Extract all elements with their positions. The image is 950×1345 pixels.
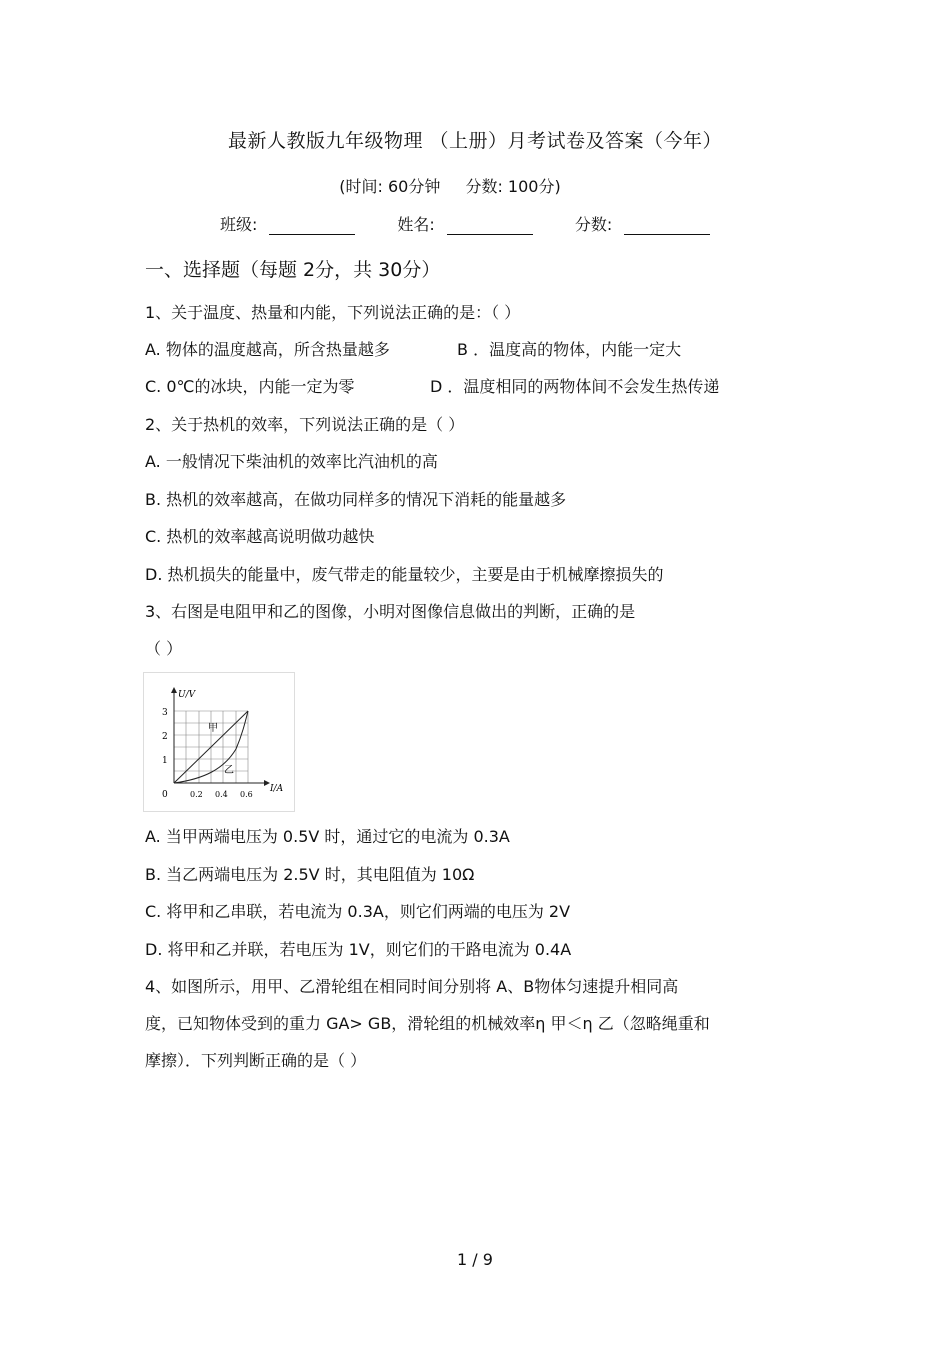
origin-label: 0: [162, 790, 168, 800]
time-info: (时间: 60分钟: [339, 177, 441, 196]
y-tick-2: 2: [162, 732, 168, 742]
q2-option-c: C. 热机的效率越高说明做功越快: [145, 527, 375, 546]
q3-option-d: D. 将甲和乙并联，若电压为 1V，则它们的干路电流为 0.4A: [145, 940, 572, 959]
name-label: 姓名:: [397, 215, 435, 234]
q1-option-d: D ．温度相同的两物体间不会发生热传递: [430, 377, 720, 396]
q2-stem: 2、关于热机的效率，下列说法正确的是（ ）: [145, 415, 465, 434]
q1-option-b: B ．温度高的物体，内能一定大: [457, 340, 682, 359]
exam-subtitle: [0, 174, 900, 197]
x-tick-1: 0.2: [190, 790, 203, 799]
name-field[interactable]: [397, 212, 532, 235]
y-tick-3: 3: [162, 708, 168, 718]
q3-stem: 3、右图是电阻甲和乙的图像，小明对图像信息做出的判断，正确的是: [145, 602, 636, 621]
q4-line-3: 摩擦）．下列判断正确的是（ ）: [145, 1051, 367, 1070]
y-tick-1: 1: [162, 756, 168, 766]
score-blank[interactable]: [624, 214, 710, 235]
class-field[interactable]: [220, 212, 355, 235]
q3-uv-graph: [143, 672, 295, 812]
q3-answer-paren: （ ）: [145, 639, 183, 658]
name-blank[interactable]: [447, 214, 533, 235]
q1-stem: 1、关于温度、热量和内能，下列说法正确的是：（ ）: [145, 303, 521, 322]
q3-option-a: A. 当甲两端电压为 0.5V 时，通过它的电流为 0.3A: [145, 827, 510, 846]
q1-option-a: A. 物体的温度越高，所含热量越多: [145, 340, 390, 359]
q3-option-c: C. 将甲和乙串联，若电流为 0.3A，则它们两端的电压为 2V: [145, 902, 571, 921]
q1-option-c: C. 0℃的冰块，内能一定为零: [145, 377, 355, 396]
score-info: 分数: 100分): [465, 177, 561, 196]
q4-line-2: 度，已知物体受到的重力 GA> GB，滑轮组的机械效率η 甲＜η 乙（忽略绳重和: [145, 1014, 710, 1033]
class-blank[interactable]: [269, 214, 355, 235]
x-tick-2: 0.4: [215, 790, 228, 799]
x-axis-label: I/A: [270, 784, 284, 794]
q3-option-b: B. 当乙两端电压为 2.5V 时，其电阻值为 10Ω: [145, 865, 475, 884]
x-tick-3: 0.6: [240, 790, 253, 799]
page-number: 1 / 9: [457, 1250, 493, 1269]
q2-option-b: B. 热机的效率越高，在做功同样多的情况下消耗的能量越多: [145, 490, 567, 509]
q1-options-cd: [145, 374, 719, 397]
y-axis-label: U/V: [178, 690, 196, 700]
student-info-fields: [220, 212, 752, 235]
section-heading: 一、选择题（每题 2分，共 30分）: [145, 259, 441, 281]
q4-line-1: 4、如图所示，用甲、乙滑轮组在相同时间分别将 A、B物体匀速提升相同高: [145, 977, 679, 996]
label-jia: 甲: [208, 723, 218, 734]
label-yi: 乙: [224, 765, 234, 776]
class-label: 班级:: [220, 215, 258, 234]
score-field[interactable]: [575, 212, 710, 235]
score-label: 分数:: [574, 215, 613, 234]
uv-graph-svg: [144, 673, 294, 811]
q2-option-a: A. 一般情况下柴油机的效率比汽油机的高: [145, 452, 438, 471]
q2-option-d: D. 热机损失的能量中，废气带走的能量较少，主要是由于机械摩擦损失的: [145, 565, 664, 584]
q1-options-ab: [145, 337, 681, 360]
exam-title: 最新人教版九年级物理 （上册）月考试卷及答案（今年）: [227, 130, 723, 152]
y-axis-arrow-icon: [171, 687, 177, 693]
